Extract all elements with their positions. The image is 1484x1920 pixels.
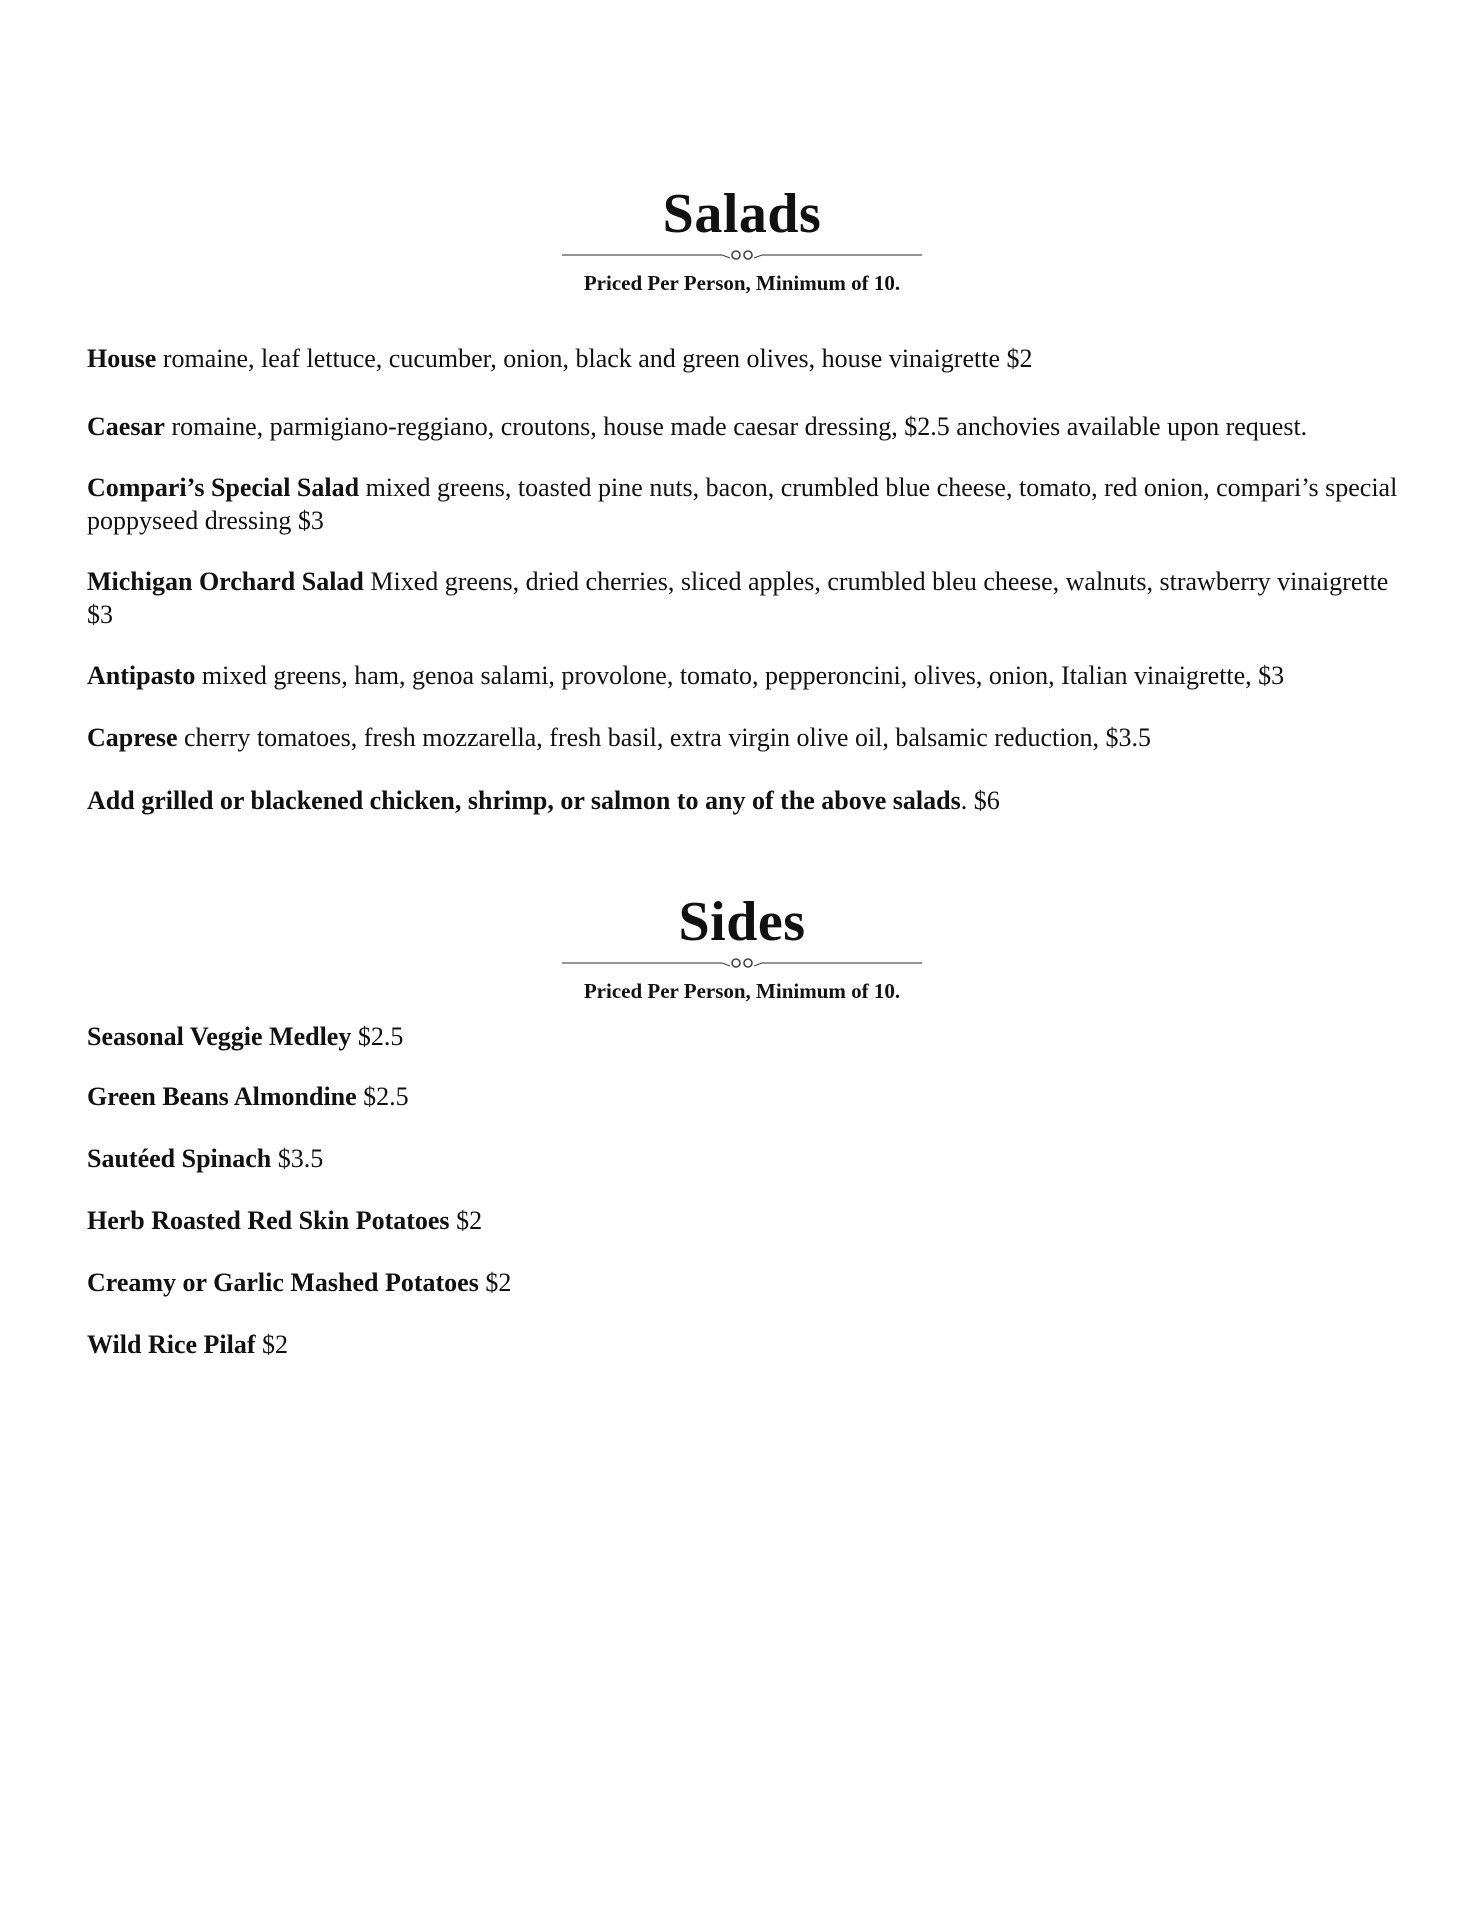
- item-description: romaine, parmigiano-reggiano, croutons, house made caesar dressing, $2.5 anchovies available upon request.: [164, 412, 1308, 441]
- item-name: Compari’s Special Salad: [87, 473, 360, 502]
- item-description: . $6: [960, 786, 1000, 815]
- item-name: Michigan Orchard Salad: [87, 567, 364, 596]
- item-name: Herb Roasted Red Skin Potatoes: [87, 1206, 450, 1235]
- menu-item: [87, 1266, 1407, 1299]
- divider-ornament-icon: [562, 246, 922, 264]
- item-description: $2: [255, 1330, 289, 1359]
- item-name: Green Beans Almondine: [87, 1082, 357, 1111]
- sides-header: [0, 890, 1484, 1004]
- item-name: Antipasto: [87, 661, 196, 690]
- item-description: $2.5: [351, 1022, 404, 1051]
- menu-item: [87, 471, 1407, 537]
- divider-ornament-icon: [562, 954, 922, 972]
- item-description: romaine, leaf lettuce, cucumber, onion, black and green olives, house vinaigrette $2: [156, 344, 1033, 373]
- item-description: mixed greens, toasted pine nuts, bacon, crumbled blue cheese, tomato, red onion, compari’s special poppyseed dressing $3: [87, 473, 1398, 535]
- item-name: Creamy or Garlic Mashed Potatoes: [87, 1268, 479, 1297]
- menu-item: [87, 1020, 1407, 1053]
- item-name: House: [87, 344, 157, 373]
- item-description: $3.5: [271, 1144, 324, 1173]
- item-name: Seasonal Veggie Medley: [87, 1022, 352, 1051]
- item-name: Caprese: [87, 723, 178, 752]
- item-description: $2: [478, 1268, 512, 1297]
- salads-title: Salads: [662, 183, 822, 245]
- menu-item: [87, 410, 1467, 443]
- salads-subtitle: Priced Per Person, Minimum of 10.: [583, 271, 901, 295]
- menu-item: [87, 1328, 1407, 1361]
- menu-item: [87, 721, 1407, 754]
- item-name: Sautéed Spinach: [87, 1144, 272, 1173]
- menu-item: [87, 1142, 1407, 1175]
- menu-item: [87, 1080, 1407, 1113]
- menu-item: [87, 565, 1407, 631]
- salads-header: [0, 182, 1484, 296]
- item-description: mixed greens, ham, genoa salami, provolone, tomato, pepperoncini, olives, onion, Italian vinaigrette, $3: [195, 661, 1285, 690]
- item-name: Wild Rice Pilaf: [87, 1330, 256, 1359]
- item-description: Mixed greens, dried cherries, sliced apples, crumbled bleu cheese, walnuts, strawberry vinaigrette $3: [87, 567, 1389, 629]
- item-name: Add grilled or blackened chicken, shrimp, or salmon to any of the above salads: [87, 786, 961, 815]
- item-description: $2.5: [356, 1082, 409, 1111]
- item-name: Caesar: [87, 412, 165, 441]
- menu-item: [87, 659, 1467, 692]
- item-description: cherry tomatoes, fresh mozzarella, fresh basil, extra virgin olive oil, balsamic reduction, $3.5: [177, 723, 1151, 752]
- menu-item: [87, 342, 1407, 375]
- menu-item: [87, 1204, 1407, 1237]
- sides-title: Sides: [678, 891, 806, 953]
- item-description: $2: [449, 1206, 483, 1235]
- menu-item: [87, 784, 1407, 817]
- sides-subtitle: Priced Per Person, Minimum of 10.: [583, 979, 901, 1003]
